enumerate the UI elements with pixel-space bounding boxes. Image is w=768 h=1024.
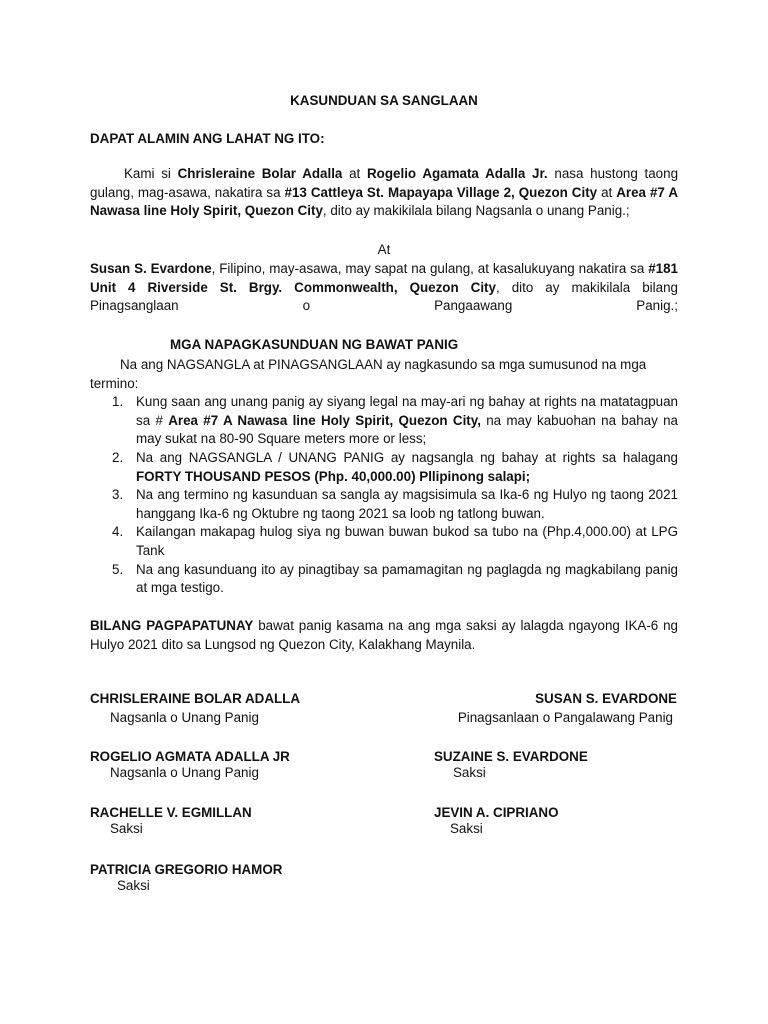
terms-intro-line-1: Na ang NAGSANGLA at PINAGSANGLAAN ay nagkasundo sa mga sumusunod na mga	[120, 357, 647, 372]
terms-section	[90, 356, 678, 598]
signatory-role: Saksi	[110, 821, 143, 836]
attestation-text: bawat panig kasama na ang mga saksi ay lalagda ngayong IKA-6 ng Hulyo 2021 dito sa Lungsod ng Quezon City, Kalakhang Maynila.	[90, 618, 678, 652]
second-party-address: #181 Unit 4 Riverside St. Brgy. Commonwealth, Quezon City	[90, 261, 678, 295]
signatory-name: RACHELLE V. EGMILLAN	[90, 805, 252, 820]
signatory-role: Saksi	[450, 821, 483, 836]
first-party-address-1: #13 Cattleya St. Mapayapa Village 2, Quezon City	[284, 184, 598, 200]
signatory-suzaine	[434, 749, 588, 780]
intro-text-5: , dito ay makikilala bilang Nagsanla o unang Panig.;	[322, 203, 630, 219]
signatory-role: Saksi	[117, 878, 150, 893]
signatory-rachelle	[90, 805, 252, 836]
second-party-text-1: , Filipino, may-asawa, may sapat na gulang, at kasalukuyang nakatira sa	[211, 261, 649, 276]
list-item	[90, 449, 678, 486]
signatory-name: SUZAINE S. EVARDONE	[434, 749, 588, 764]
first-party-name-2: Rogelio Agamata Adalla Jr.	[367, 166, 548, 181]
signatory-chrisleraine	[90, 691, 300, 725]
document-subtitle: DAPAT ALAMIN ANG LAHAT NG ITO:	[90, 131, 325, 146]
intro-text-3: nasa hustong taong gulang, mag-asawa, nakatira sa	[90, 166, 679, 200]
list-item-number: 5.	[112, 561, 124, 577]
list-item	[90, 523, 678, 560]
attestation-heading: BILANG PAGPAPATUNAY	[90, 618, 254, 633]
signatory-name: PATRICIA GREGORIO HAMOR	[90, 862, 283, 877]
list-item-bold: FORTY THOUSAND PESOS (Php. 40,000.00) Pllipinong salapi;	[136, 468, 531, 484]
list-item	[90, 393, 678, 449]
list-item-number: 2.	[112, 449, 124, 465]
list-item-number: 1.	[112, 394, 124, 410]
terms-intro-line-2: termino:	[90, 375, 139, 391]
first-party-name-1: Chrisleraine Bolar Adalla	[177, 166, 343, 181]
attestation-paragraph	[90, 617, 678, 654]
intro-text-1: Kami si	[124, 166, 178, 181]
second-party-name: Susan S. Evardone	[90, 261, 212, 276]
signatory-name: CHRISLERAINE BOLAR ADALLA	[90, 691, 301, 706]
list-item-text: Na ang kasunduang ito ay pinagtibay sa pamamagitan ng paglagda ng magkabilang panig at mga testigo.	[136, 561, 678, 596]
list-item-text: Kailangan makapag hulog siya ng buwan buwan bukod sa tubo na (Php.4,000.00) at LPG Tank	[136, 524, 678, 558]
list-item-text: Na ang NAGSANGLA / UNANG PANIG ay nagsangla ng bahay at rights sa halagang	[136, 449, 678, 465]
signatory-susan	[458, 691, 677, 725]
list-item-number: 3.	[112, 487, 124, 503]
list-item-text: Kung saan ang unang panig ay siyang legal na may-ari ng bahay at rights na matatagpuan sa #	[136, 394, 678, 428]
list-item-text-tail: na may kabuohan na bahay na may sukat na 80-90 Square meters more or less;	[136, 412, 678, 447]
list-item	[90, 561, 678, 598]
signatory-name: JEVIN A. CIPRIANO	[434, 805, 559, 820]
signatory-patricia	[90, 862, 282, 893]
signatory-name: SUSAN S. EVARDONE	[535, 691, 677, 706]
intro-paragraph	[90, 165, 678, 221]
signatory-role: Nagsanla o Unang Panig	[110, 710, 259, 725]
list-item-bold: Area #7 A Nawasa line Holy Spirit, Quezon City,	[168, 412, 481, 428]
list-item-text: Na ang termino ng kasunduan sa sangla ay magsisimula sa Ika-6 ng Hulyo ng taong 2021 hanggang Ika-6 ng Oktubre ng taong 2021 sa loob ng tatlong buwan.	[136, 487, 678, 521]
document-title: KASUNDUAN SA SANGLAAN	[290, 93, 478, 108]
terms-list	[90, 393, 678, 598]
intro-text-2: at	[342, 166, 367, 181]
signatory-name: ROGELIO AGMATA ADALLA JR	[90, 749, 290, 764]
signatory-role: Pinagsanlaan o Pangalawang Panig	[457, 710, 673, 725]
second-party-paragraph	[90, 260, 678, 316]
second-party-text-2: , dito ay makikilala bilang Pinagsanglaan o Pangaawang Panig.;	[90, 279, 678, 314]
list-item-number: 4.	[112, 524, 124, 540]
first-party-address-2: Area #7 A Nawasa line Holy Spirit, Quezon City	[90, 184, 678, 219]
signatory-role: Saksi	[453, 765, 486, 780]
signatory-jevin	[434, 805, 559, 836]
at-separator: At	[377, 242, 391, 257]
list-item	[90, 486, 678, 523]
intro-text-4: at	[597, 184, 617, 200]
signatory-role: Nagsanla o Unang Panig	[110, 765, 259, 780]
section-heading: MGA NAPAGKASUNDUAN NG BAWAT PANIG	[170, 337, 459, 352]
signatory-rogelio	[90, 749, 290, 780]
